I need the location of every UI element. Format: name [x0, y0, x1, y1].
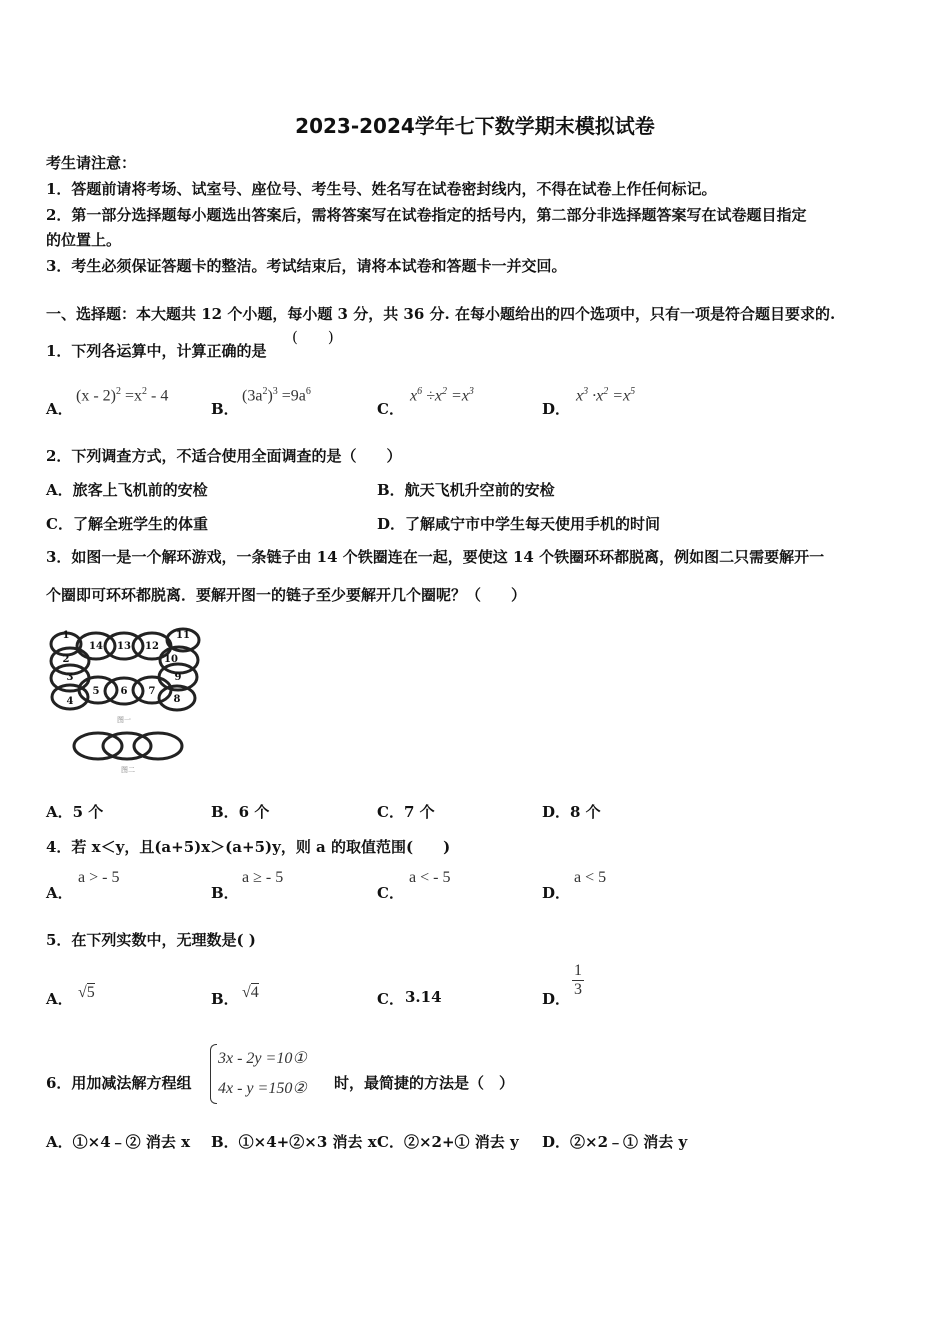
notice-item-1: 1．答题前请将考场、试室号、座位号、考生号、姓名写在试卷密封线内，不得在试卷上作任何标记。 [46, 180, 717, 198]
ring-label-12: 12 [145, 641, 159, 652]
q4-option-a: a > - 5 [78, 869, 120, 886]
q1-option-a: $(x - 2)^2 =x^2 - 4$ [76, 386, 169, 405]
q3-stem-line2: 个圈即可环环都脱离．要解开图一的链子至少要解开几个圈呢？（ ） [46, 586, 527, 604]
system-brace [210, 1044, 217, 1104]
notice-item-3: 3．考生必须保证答题卡的整洁。考试结束后，请将本试卷和答题卡一并交回。 [46, 257, 567, 275]
q4-label-c: C． [377, 884, 404, 902]
q5-label-d: D． [542, 990, 571, 1008]
sqrt-icon: √ [242, 984, 251, 1001]
ring-puzzle-figure [46, 622, 216, 782]
q5-label-b: B． [211, 990, 239, 1008]
q1-option-c: $x^6 \div x^2 =x^3$ [410, 386, 474, 405]
q5-label-c: C． [377, 990, 404, 1008]
q4-label-a: A． [46, 884, 73, 902]
q2-option-b: B．航天飞机升空前的安检 [377, 481, 555, 499]
q1-label-d: D． [542, 400, 571, 418]
q6-stem-post: 时，最简捷的方法是（ ） [334, 1074, 515, 1092]
q1-label-a: A． [46, 400, 73, 418]
q5-option-a: √5 [78, 984, 95, 1001]
ring-label-2: 2 [62, 654, 70, 665]
notice-item-2-cont: 的位置上。 [46, 231, 122, 249]
ring-label-10: 10 [164, 654, 178, 665]
q6-option-a: A．①×4﹣② 消去 x [46, 1133, 191, 1151]
ring-label-1: 1 [62, 630, 70, 641]
fig2-caption: 图二 [121, 766, 135, 774]
q6-option-d: D．②×2﹣① 消去 y [542, 1133, 688, 1151]
q4-stem: 4．若 x＜y，且(a+5)x＞(a+5)y，则 a 的取值范围( ) [46, 838, 451, 856]
ring-label-6: 6 [120, 686, 128, 697]
ring-label-5: 5 [92, 686, 100, 697]
q4-label-b: B． [211, 884, 239, 902]
q6-equation-1: 3x - 2y =10① [218, 1050, 307, 1067]
q1-stem: 1．下列各运算中，计算正确的是 [46, 342, 267, 360]
q4-option-c: a < - 5 [409, 869, 451, 886]
q3-option-c: C．7 个 [377, 803, 435, 821]
section-heading: 一、选择题：本大题共 12 个小题，每小题 3 分，共 36 分. 在每小题给出的四个选项中，只有一项是符合题目要求的. [46, 305, 836, 323]
fig2-ring-3 [134, 733, 182, 759]
q1-label-c: C． [377, 400, 404, 418]
q3-option-a: A．5 个 [46, 803, 104, 821]
q6-stem-pre: 6．用加减法解方程组 [46, 1074, 192, 1092]
q1-label-b: B． [211, 400, 239, 418]
sqrt-icon: √ [78, 984, 87, 1001]
q4-option-d: a < 5 [574, 869, 607, 886]
fig1-caption: 图一 [117, 716, 131, 724]
q5-option-c: 3.14 [405, 988, 442, 1006]
q4-label-d: D． [542, 884, 571, 902]
fig2-ring-1 [74, 733, 122, 759]
notice-heading: 考生请注意： [46, 154, 137, 172]
q1-option-d: $x^3 \cdot x^2 =x^5$ [576, 386, 636, 405]
q3-option-d: D．8 个 [542, 803, 601, 821]
ring-label-7: 7 [148, 686, 156, 697]
ring-label-11: 11 [176, 630, 190, 641]
q5-option-d: $\frac{1}{3}$ [574, 962, 582, 998]
q1-option-b: $(3a^2)^3 =9a^6$ [242, 386, 311, 405]
q1-paren: ( ) [292, 328, 334, 346]
q4-option-b: a ≥ - 5 [242, 869, 284, 886]
q3-stem-line1: 3．如图一是一个解环游戏，一条链子由 14 个铁圈连在一起，要使这 14 个铁圈环环都脱离，例如图二只需要解开一 [46, 548, 825, 566]
ring-label-14: 14 [89, 641, 103, 652]
ring-label-3: 3 [66, 672, 74, 683]
q5-option-b: √4 [242, 984, 259, 1001]
q2-option-d: D．了解咸宁市中学生每天使用手机的时间 [377, 515, 661, 533]
ring-label-4: 4 [66, 696, 74, 707]
ring-label-13: 13 [117, 641, 131, 652]
q6-option-b: B．①×4+②×3 消去 x [211, 1133, 377, 1151]
q2-option-a: A．旅客上飞机前的安检 [46, 481, 208, 499]
q2-option-c: C．了解全班学生的体重 [46, 515, 208, 533]
page-title: 2023-2024学年七下数学期末模拟试卷 [295, 114, 655, 138]
ring-label-8: 8 [173, 694, 181, 705]
notice-item-2: 2．第一部分选择题每小题选出答案后，需将答案写在试卷指定的括号内，第二部分非选择题答案写在试卷题目指定 [46, 206, 807, 224]
q6-option-c: C．②×2+① 消去 y [377, 1133, 519, 1151]
q2-stem: 2．下列调查方式，不适合使用全面调查的是（ ） [46, 447, 402, 465]
q5-stem: 5．在下列实数中，无理数是( ) [46, 931, 256, 949]
q3-option-b: B．6 个 [211, 803, 270, 821]
ring-label-9: 9 [174, 672, 182, 683]
q5-label-a: A． [46, 990, 73, 1008]
q6-equation-2: 4x - y =150② [218, 1080, 307, 1097]
